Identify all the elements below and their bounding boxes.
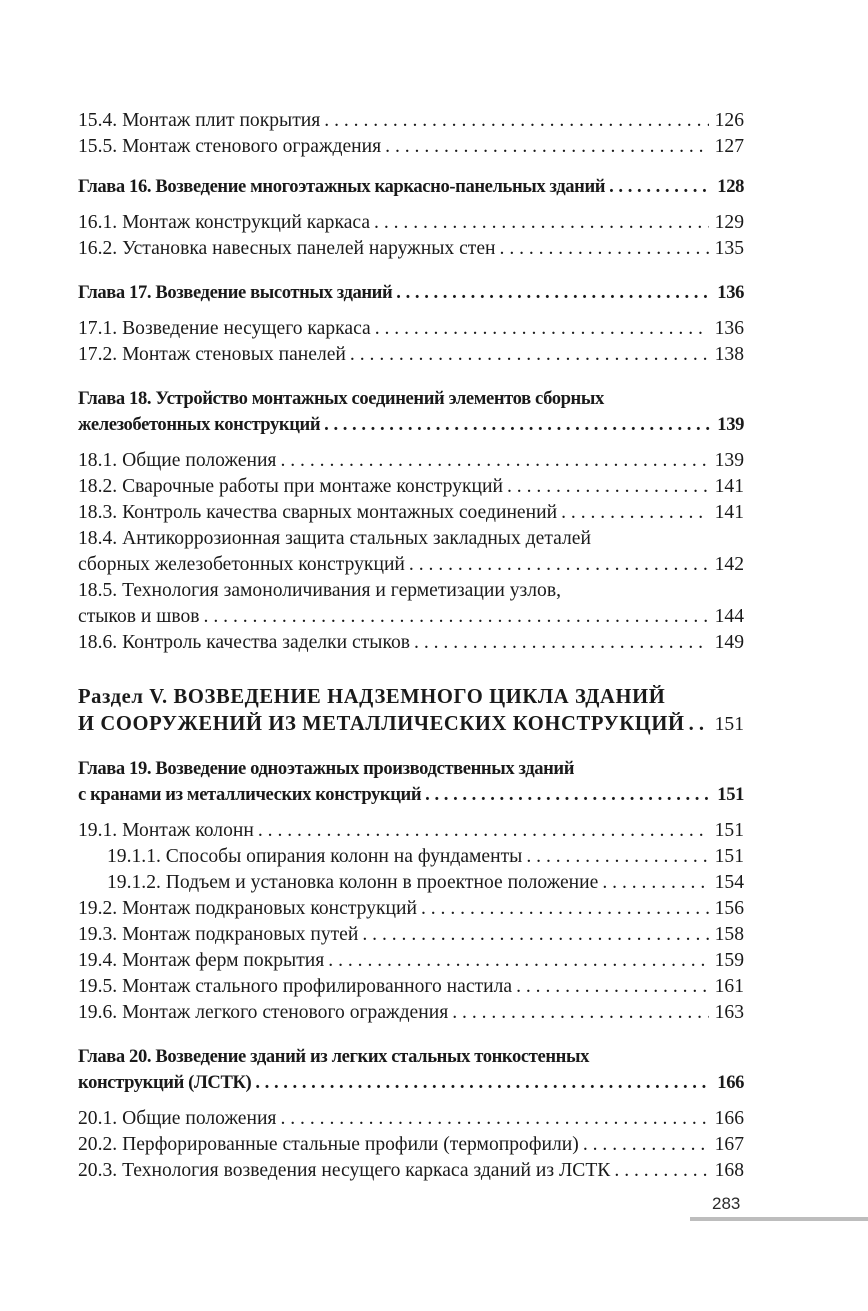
toc-page-number: 139 <box>717 414 744 435</box>
dot-leader <box>396 280 711 306</box>
dot-leader <box>421 896 709 922</box>
toc-page-number: 151 <box>714 820 744 841</box>
dot-leader <box>452 1000 708 1026</box>
toc-entry-19-3[interactable] <box>78 922 744 948</box>
dot-leader <box>425 782 711 808</box>
toc-entry-17-2[interactable] <box>78 342 744 368</box>
toc-page-number: 129 <box>714 212 744 233</box>
toc-entry-18-1[interactable] <box>78 448 744 474</box>
toc-entry-label: 18.2. Сварочные работы при монтаже конструкций <box>78 476 503 497</box>
toc-page-number: 139 <box>714 450 744 471</box>
toc-entry-20-1[interactable] <box>78 1106 744 1132</box>
toc-entry-19-2[interactable] <box>78 896 744 922</box>
dot-leader <box>258 818 709 844</box>
dot-leader <box>414 630 709 656</box>
dot-leader <box>350 342 709 368</box>
toc-chapter-19-line1[interactable]: Глава 19. Возведение одноэтажных производственных зданий <box>78 758 575 779</box>
toc-chapter-label: с кранами из металлических конструкций <box>78 784 422 805</box>
toc-entry-label: 20.2. Перфорированные стальные профили (термопрофили) <box>78 1134 579 1155</box>
toc-entry-19-1-2[interactable] <box>78 870 744 896</box>
toc-page-number: 159 <box>714 950 744 971</box>
dot-leader <box>526 844 708 870</box>
toc-entry-label: 15.5. Монтаж стенового ограждения <box>78 136 382 157</box>
toc-page-number: 151 <box>714 714 744 735</box>
toc-section-5-line1[interactable]: Раздел V. ВОЗВЕДЕНИЕ НАДЗЕМНОГО ЦИКЛА ЗДАНИЙ <box>78 686 666 708</box>
dot-leader <box>409 552 709 578</box>
dot-leader <box>362 922 708 948</box>
toc-page-number: 127 <box>714 136 744 157</box>
toc-entry-15-5[interactable] <box>78 134 744 160</box>
toc-entry-label: сборных железобетонных конструкций <box>78 554 405 575</box>
toc-chapter-18[interactable] <box>78 412 744 438</box>
toc-chapter-20[interactable] <box>78 1070 744 1096</box>
toc-page-number: 126 <box>714 110 744 131</box>
toc-entry-label: 19.1.2. Подъем и установка колонн в проектное положение <box>107 872 599 893</box>
dot-leader <box>561 500 709 526</box>
toc-entry-18-3[interactable] <box>78 500 744 526</box>
dot-leader <box>324 108 708 134</box>
toc-section-label: И СООРУЖЕНИЙ ИЗ МЕТАЛЛИЧЕСКИХ КОНСТРУКЦИЙ <box>78 713 685 735</box>
toc-entry-19-6[interactable] <box>78 1000 744 1026</box>
toc-entry-label: 19.1. Монтаж колонн <box>78 820 254 841</box>
dot-leader <box>500 236 709 262</box>
toc-entry-19-1-1[interactable] <box>78 844 744 870</box>
toc-entry-label: 19.3. Монтаж подкрановых путей <box>78 924 359 945</box>
toc-entry-18-5-line1[interactable]: 18.5. Технология замоноличивания и герметизации узлов, <box>78 580 561 601</box>
toc-entry-label: 17.2. Монтаж стеновых панелей <box>78 344 346 365</box>
page-number: 283 <box>712 1194 741 1213</box>
toc-page-number: 151 <box>714 846 744 867</box>
toc-entry-16-2[interactable] <box>78 236 744 262</box>
dot-leader <box>255 1070 711 1096</box>
toc-page-number: 166 <box>714 1108 744 1129</box>
toc-entry-label: 16.2. Установка навесных панелей наружных стен <box>78 238 496 259</box>
toc-entry-18-4[interactable] <box>78 552 744 578</box>
toc-section-5[interactable] <box>78 711 744 738</box>
toc-page-number: 161 <box>714 976 744 997</box>
toc-entry-label: 20.3. Технология возведения несущего каркаса зданий из ЛСТК <box>78 1160 611 1181</box>
toc-page-number: 135 <box>714 238 744 259</box>
toc-entry-label: 17.1. Возведение несущего каркаса <box>78 318 371 339</box>
toc-entry-19-1[interactable] <box>78 818 744 844</box>
toc-entry-label: 19.2. Монтаж подкрановых конструкций <box>78 898 417 919</box>
toc-entry-18-5[interactable] <box>78 604 744 630</box>
toc-entry-label: 18.6. Контроль качества заделки стыков <box>78 632 411 653</box>
toc-page-number: 168 <box>714 1160 744 1181</box>
toc-entry-label: 18.1. Общие положения <box>78 450 277 471</box>
dot-leader <box>374 210 709 236</box>
dot-leader <box>602 870 708 896</box>
toc-page-number: 167 <box>714 1134 744 1155</box>
toc-entry-label: 20.1. Общие положения <box>78 1108 277 1129</box>
dot-leader <box>280 1106 708 1132</box>
dot-leader <box>689 711 709 738</box>
toc-page-number: 149 <box>714 632 744 653</box>
toc-entry-15-4[interactable] <box>78 108 744 134</box>
toc-page-number: 154 <box>714 872 744 893</box>
toc-entry-label: стыков и швов <box>78 606 200 627</box>
dot-leader <box>375 316 709 342</box>
toc-page-number: 136 <box>717 282 744 303</box>
toc-entry-label: 19.6. Монтаж легкого стенового ограждения <box>78 1002 449 1023</box>
toc-page-number: 128 <box>717 176 744 197</box>
dot-leader <box>609 174 711 200</box>
toc-chapter-label: конструкций (ЛСТК) <box>78 1072 252 1093</box>
toc-page-number: 158 <box>714 924 744 945</box>
toc-chapter-17[interactable] <box>78 280 744 306</box>
table-of-contents <box>78 108 744 1184</box>
dot-leader <box>614 1158 708 1184</box>
dot-leader <box>204 604 709 630</box>
toc-entry-19-5[interactable] <box>78 974 744 1000</box>
toc-entry-label: 18.3. Контроль качества сварных монтажных соединений <box>78 502 558 523</box>
dot-leader <box>280 448 708 474</box>
toc-chapter-18-line1[interactable]: Глава 18. Устройство монтажных соединений элементов сборных <box>78 388 604 409</box>
toc-entry-label: 19.4. Монтаж ферм покрытия <box>78 950 325 971</box>
toc-page-number: 163 <box>714 1002 744 1023</box>
toc-chapter-19[interactable] <box>78 782 744 808</box>
toc-chapter-20-line1[interactable]: Глава 20. Возведение зданий из легких стальных тонкостенных <box>78 1046 589 1067</box>
toc-entry-label: 15.4. Монтаж плит покрытия <box>78 110 321 131</box>
toc-entry-18-6[interactable] <box>78 630 744 656</box>
toc-entry-20-2[interactable] <box>78 1132 744 1158</box>
toc-page-number: 144 <box>714 606 744 627</box>
toc-page-number: 141 <box>714 476 744 497</box>
toc-entry-label: 19.1.1. Способы опирания колонн на фундаменты <box>107 846 523 867</box>
toc-chapter-label: Глава 16. Возведение многоэтажных каркасно-панельных зданий <box>78 176 606 197</box>
toc-chapter-label: железобетонных конструкций <box>78 414 321 435</box>
toc-page-number: 151 <box>717 784 744 805</box>
toc-page-number: 166 <box>717 1072 744 1093</box>
toc-entry-18-2[interactable] <box>78 474 744 500</box>
toc-entry-20-3[interactable] <box>78 1158 744 1184</box>
toc-page-number: 142 <box>714 554 744 575</box>
dot-leader <box>507 474 709 500</box>
dot-leader <box>583 1132 709 1158</box>
dot-leader <box>385 134 708 160</box>
toc-page-number: 138 <box>714 344 744 365</box>
toc-entry-label: 19.5. Монтаж стального профилированного настила <box>78 976 513 997</box>
toc-page-number: 141 <box>714 502 744 523</box>
toc-entry-16-1[interactable] <box>78 210 744 236</box>
toc-entry-18-4-line1[interactable]: 18.4. Антикоррозионная защита стальных закладных деталей <box>78 528 591 549</box>
dot-leader <box>324 412 711 438</box>
toc-chapter-16[interactable] <box>78 174 744 200</box>
toc-entry-19-4[interactable] <box>78 948 744 974</box>
toc-page-number: 156 <box>714 898 744 919</box>
dot-leader <box>516 974 709 1000</box>
toc-entry-17-1[interactable] <box>78 316 744 342</box>
footer-rule <box>690 1217 868 1221</box>
toc-entry-label: 16.1. Монтаж конструкций каркаса <box>78 212 371 233</box>
toc-page-number: 136 <box>714 318 744 339</box>
toc-chapter-label: Глава 17. Возведение высотных зданий <box>78 282 393 303</box>
dot-leader <box>328 948 708 974</box>
